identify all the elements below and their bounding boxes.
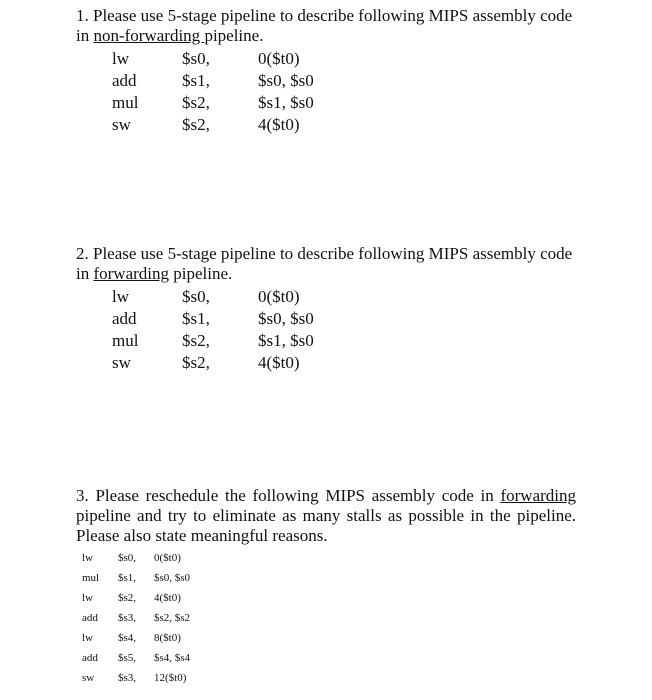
code-dest-register: $s2,: [182, 115, 210, 134]
code-line: [76, 114, 314, 136]
code-operands: 0($t0): [154, 552, 181, 564]
question-3-text: 3. Please reschedule the following MIPS assembly code in forwarding pipeline and try to eliminate as many stalls as possible in the pipeline. Please also state meaningful reasons.: [76, 486, 576, 545]
code-line: [76, 352, 314, 374]
code-line: [76, 568, 190, 588]
code-line: [76, 648, 190, 668]
code-line: [76, 668, 190, 688]
code-line: [76, 308, 314, 330]
code-opcode: add: [82, 612, 98, 624]
code-dest-register: $s2,: [182, 353, 210, 372]
code-operands: $s4, $s4: [154, 652, 191, 664]
code-line: [76, 92, 314, 114]
code-line: [76, 286, 314, 308]
code-operands: $s1, $s0: [258, 331, 314, 350]
code-dest-register: $s2,: [118, 592, 137, 604]
code-dest-register: $s3,: [118, 672, 137, 684]
code-dest-register: $s1,: [182, 309, 210, 328]
code-operands: $s2, $s2: [154, 612, 191, 624]
question-2-keyword: forwarding: [93, 264, 170, 283]
code-operands: $s0, $s0: [154, 572, 191, 584]
question-1-text: 1. Please use 5-stage pipeline to describe following MIPS assembly code in non-forwarding pipeline.: [76, 6, 573, 45]
question-2-text: 2. Please use 5-stage pipeline to describe following MIPS assembly code in forwarding pipeline.: [76, 244, 573, 283]
question-1-keyword: non-forwarding: [93, 26, 205, 45]
code-dest-register: $s3,: [118, 612, 137, 624]
code-operands: 8($t0): [154, 632, 181, 644]
code-operands: 12($t0): [154, 672, 187, 684]
code-opcode: mul: [82, 572, 100, 584]
code-opcode: sw: [112, 353, 131, 372]
code-opcode: sw: [112, 115, 131, 134]
code-opcode: add: [82, 652, 98, 664]
question-3: [76, 486, 576, 688]
code-dest-register: $s1,: [182, 71, 210, 90]
code-operands: $s0, $s0: [258, 309, 314, 328]
code-opcode: add: [112, 71, 137, 90]
question-3-keyword: forwarding: [500, 486, 576, 505]
code-opcode: lw: [112, 287, 129, 306]
question-2-code: [76, 286, 314, 374]
code-operands: 4($t0): [258, 115, 300, 134]
code-opcode: lw: [112, 49, 129, 68]
code-line: [76, 588, 190, 608]
code-line: [76, 330, 314, 352]
code-operands: 0($t0): [258, 49, 300, 68]
code-line: [76, 548, 190, 568]
code-dest-register: $s5,: [118, 652, 137, 664]
code-dest-register: $s4,: [118, 632, 137, 644]
question-1-code: [76, 48, 314, 136]
code-opcode: lw: [82, 632, 93, 644]
code-dest-register: $s0,: [118, 552, 137, 564]
code-dest-register: $s2,: [182, 331, 210, 350]
question-2: [76, 244, 576, 374]
code-dest-register: $s2,: [182, 93, 210, 112]
question-3-code: [76, 548, 190, 688]
code-dest-register: $s1,: [118, 572, 137, 584]
code-dest-register: $s0,: [182, 287, 210, 306]
code-opcode: lw: [82, 552, 93, 564]
code-line: [76, 628, 190, 648]
code-line: [76, 70, 314, 92]
code-opcode: mul: [112, 93, 139, 112]
code-line: [76, 608, 190, 628]
code-operands: $s0, $s0: [258, 71, 314, 90]
code-dest-register: $s0,: [182, 49, 210, 68]
code-opcode: add: [112, 309, 137, 328]
code-opcode: mul: [112, 331, 139, 350]
code-operands: 4($t0): [154, 592, 181, 604]
question-1: [76, 6, 576, 136]
code-operands: $s1, $s0: [258, 93, 314, 112]
code-opcode: sw: [82, 672, 95, 684]
code-operands: 4($t0): [258, 353, 300, 372]
code-line: [76, 48, 314, 70]
code-operands: 0($t0): [258, 287, 300, 306]
code-opcode: lw: [82, 592, 93, 604]
